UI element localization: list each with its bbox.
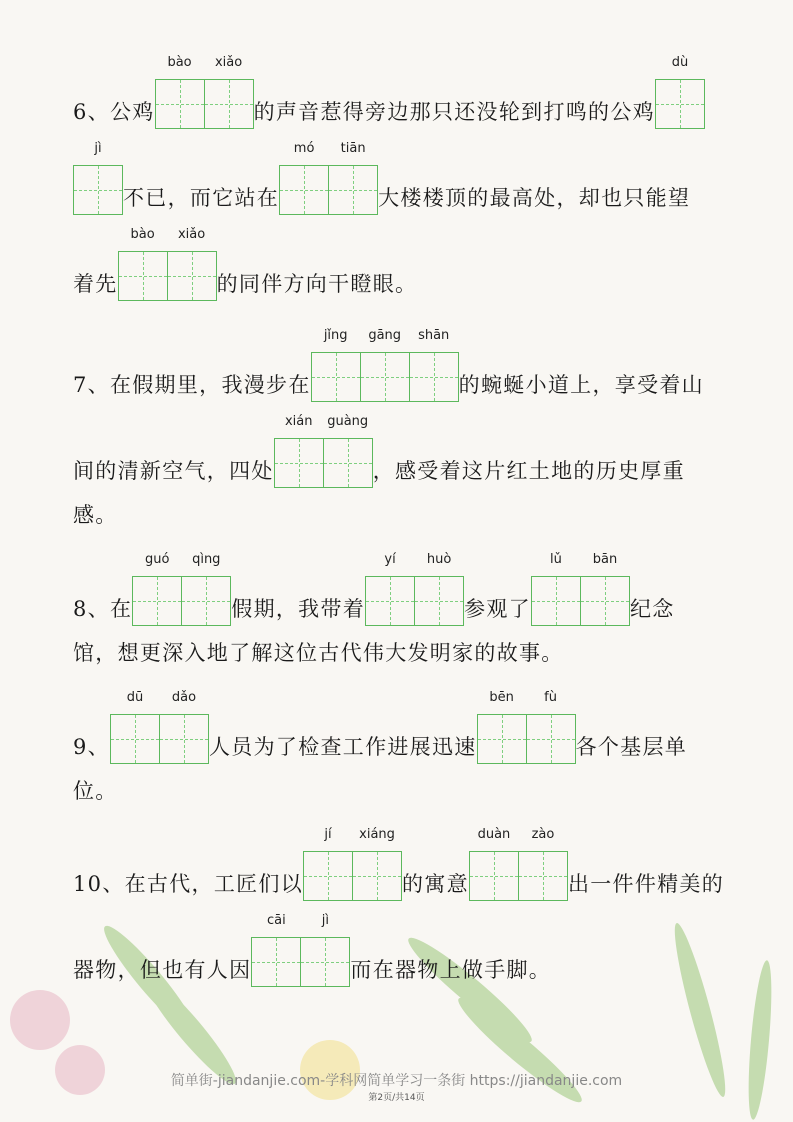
pinyin-label: bào (167, 55, 192, 70)
sentence-text: 假期，我带着 (231, 597, 366, 621)
writing-cell[interactable] (324, 414, 373, 487)
sentence-text: 着先 (73, 272, 118, 296)
pinyin-label: xiǎo (214, 55, 243, 70)
writing-cell[interactable] (160, 690, 209, 763)
pinyin-label: xiáng (359, 827, 395, 842)
pinyin-label: qìng (192, 552, 221, 567)
tianzige-answer-box[interactable] (303, 827, 402, 901)
writing-cell[interactable] (361, 328, 410, 401)
writing-cell[interactable] (156, 55, 205, 128)
tianzige-answer-box[interactable] (73, 141, 123, 215)
writing-cell[interactable] (133, 552, 182, 625)
writing-cell[interactable] (312, 328, 361, 401)
sentence-text: 的声音惹得旁边那只还没轮到打鸣的公鸡 (253, 100, 655, 124)
footer-watermark: 简单街-jiandanjie.com-学科网简单学习一条街 https://jiandanjie.com (170, 1073, 623, 1089)
tianzige-answer-box[interactable] (110, 690, 209, 764)
pinyin-label: gāng (368, 328, 402, 343)
tianzige-answer-box[interactable] (365, 552, 464, 626)
sentence-text: 大楼楼顶的最高处，却也只能望 (378, 186, 691, 210)
pinyin-label: cāi (267, 913, 286, 928)
tianzige-answer-box[interactable] (531, 552, 630, 626)
sentence-text: 参观了 (464, 597, 531, 621)
tianzige-answer-box[interactable] (132, 552, 231, 626)
pinyin-label: jǐng (323, 328, 348, 343)
sentence-text: 各个基层单 (575, 735, 688, 759)
pinyin-label: duàn (477, 827, 511, 842)
writing-cell[interactable] (415, 552, 464, 625)
writing-cell[interactable] (275, 414, 324, 487)
sentence-line (73, 913, 552, 987)
sentence-line (73, 488, 118, 532)
pinyin-label: fù (544, 690, 557, 705)
pinyin-label: zào (531, 827, 555, 842)
writing-cell[interactable] (304, 827, 353, 900)
pinyin-label: mó (293, 141, 315, 156)
tianzige-answer-box[interactable] (477, 690, 576, 764)
sentence-text: 馆，想更深入地了解这位古代伟大发明家的故事。 (73, 641, 564, 665)
pinyin-label: jì (321, 913, 330, 928)
pinyin-label: huò (426, 552, 452, 567)
pinyin-label: shān (418, 328, 450, 343)
sentence-text: ，感受着这片红土地的历史厚重 (372, 459, 685, 483)
pinyin-label: bēn (489, 690, 514, 705)
page-number: 第2页/共14页 (368, 1093, 425, 1103)
sentence-text: 纪念 (629, 597, 675, 621)
tianzige-answer-box[interactable] (155, 55, 254, 129)
writing-cell[interactable] (478, 690, 527, 763)
writing-cell[interactable] (252, 913, 301, 986)
tianzige-answer-box[interactable] (251, 913, 350, 987)
pinyin-label: yí (384, 552, 396, 567)
sentence-line (73, 690, 688, 764)
pinyin-label: bào (130, 227, 155, 242)
sentence-text: 10、在古代，工匠们以 (73, 872, 304, 896)
tianzige-answer-box[interactable] (279, 141, 378, 215)
tianzige-answer-box[interactable] (274, 414, 373, 488)
writing-cell[interactable] (656, 55, 705, 128)
sentence-text: 人员为了检查工作进展迅速 (208, 735, 477, 759)
writing-cell[interactable] (581, 552, 630, 625)
pinyin-label: dǎo (171, 690, 197, 705)
pinyin-label: dū (126, 690, 144, 705)
sentence-text: 器物，但也有人因 (73, 958, 252, 982)
writing-cell[interactable] (470, 827, 519, 900)
sentence-line (73, 141, 691, 215)
tianzige-answer-box[interactable] (469, 827, 568, 901)
sentence-text: 的寓意 (402, 872, 469, 896)
writing-cell[interactable] (410, 328, 459, 401)
tianzige-answer-box[interactable] (118, 227, 217, 301)
sentence-text: 而在器物上做手脚。 (350, 958, 552, 982)
sentence-text: 6、公鸡 (73, 100, 155, 124)
writing-cell[interactable] (182, 552, 231, 625)
sentence-text: 的同伴方向干瞪眼。 (216, 272, 418, 296)
sentence-text: 不已，而它站在 (123, 186, 280, 210)
sentence-text: 出一件件精美的 (567, 872, 725, 896)
pinyin-label: jì (94, 141, 102, 156)
sentence-text: 的蜿蜒小道上，享受着山 (458, 373, 704, 397)
sentence-line (73, 414, 685, 488)
sentence-line (73, 227, 418, 301)
sentence-line (73, 55, 705, 129)
sentence-text: 感。 (73, 503, 118, 527)
writing-cell[interactable] (519, 827, 568, 900)
writing-cell[interactable] (301, 913, 350, 986)
sentence-text: 位。 (73, 779, 118, 803)
pinyin-label: guàng (327, 414, 369, 429)
sentence-line (73, 764, 118, 808)
sentence-text: 间的清新空气，四处 (73, 459, 274, 483)
sentence-text: 8、在 (73, 597, 133, 621)
sentence-text: 9、 (73, 735, 110, 759)
writing-cell[interactable] (168, 227, 217, 300)
tianzige-answer-box[interactable] (311, 328, 459, 402)
writing-cell[interactable] (353, 827, 402, 900)
pinyin-label: lǔ (550, 552, 562, 567)
pinyin-label: bān (592, 552, 618, 567)
sentence-text: 7、在假期里，我漫步在 (73, 373, 311, 397)
pinyin-label: xiǎo (177, 227, 206, 242)
pinyin-label: guó (145, 552, 170, 567)
pinyin-label: xián (284, 414, 313, 429)
sentence-line (73, 827, 725, 901)
writing-cell[interactable] (527, 690, 576, 763)
writing-cell[interactable] (366, 552, 415, 625)
writing-cell[interactable] (119, 227, 168, 300)
writing-cell[interactable] (74, 141, 123, 214)
writing-cell[interactable] (280, 141, 329, 214)
writing-cell[interactable] (532, 552, 581, 625)
writing-cell[interactable] (329, 141, 378, 214)
pinyin-label: jí (324, 827, 332, 842)
writing-cell[interactable] (205, 55, 254, 128)
pinyin-label: tiān (340, 141, 366, 156)
sentence-line (73, 552, 675, 626)
sentence-line (73, 328, 704, 402)
sentence-line (73, 626, 564, 670)
tianzige-answer-box[interactable] (655, 55, 705, 129)
writing-cell[interactable] (111, 690, 160, 763)
pinyin-label: dù (671, 55, 689, 70)
